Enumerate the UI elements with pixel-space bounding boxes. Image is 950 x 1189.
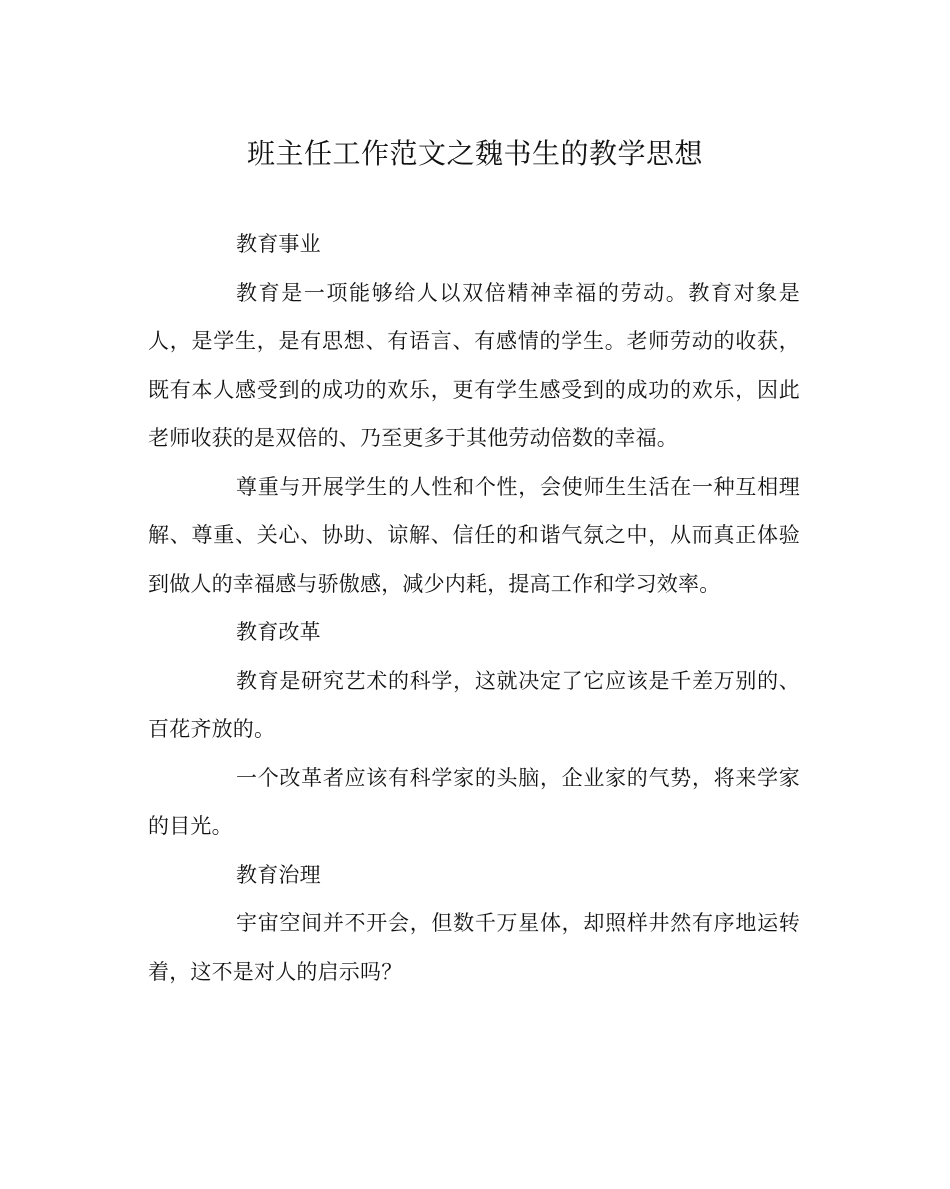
paragraph-universe-order: 宇宙空间并不开会，但数千万星体，却照样井然有序地运转着，这不是对人的启示吗？ bbox=[148, 911, 800, 984]
heading-education-management: 教育治理 bbox=[236, 862, 321, 887]
document-body bbox=[148, 220, 800, 996]
paragraph-double-happiness: 教育是一项能够给人以双倍精神幸福的劳动。教育对象是人，是学生，是有思想、有语言、有感情的学生。老师劳动的收获，既有本人感受到的成功的欢乐，更有学生感受到的成功的欢乐，因此老师收获的是双倍的、乃至更多于其他劳动倍数的幸福。 bbox=[148, 280, 800, 450]
paragraph-science-of-art: 教育是研究艺术的科学，这就决定了它应该是千差万别的、百花齐放的。 bbox=[148, 668, 800, 741]
paragraph-reformer-vision: 一个改革者应该有科学家的头脑，企业家的气势，将来学家的目光。 bbox=[148, 765, 800, 838]
paragraph-respect-individuality: 尊重与开展学生的人性和个性，会使师生生活在一种互相理解、尊重、关心、协助、谅解、信任的和谐气氛之中，从而真正体验到做人的幸福感与骄傲感，减少内耗，提高工作和学习效率。 bbox=[148, 474, 800, 596]
heading-education-career: 教育事业 bbox=[236, 232, 321, 256]
document-title: 班主任工作范文之魏书生的教学思想 bbox=[246, 137, 703, 170]
heading-education-reform: 教育改革 bbox=[236, 620, 321, 644]
